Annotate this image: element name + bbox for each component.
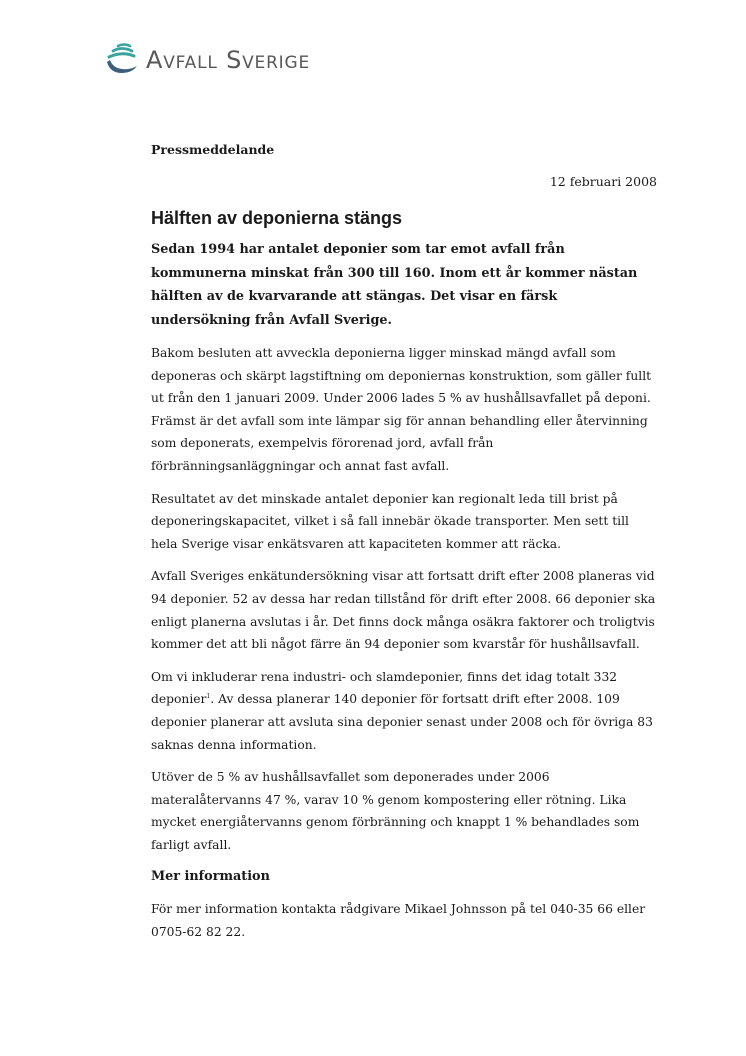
body-paragraph: Utöver de 5 % av hushållsavfallet som deponerades under 2006 materalåtervanns 47 %, varav 10 % genom kompostering eller rötning. Lika mycket energiåtervanns genom förbränning och knappt 1 % behandlades som farligt avfall. — [151, 770, 640, 852]
body-paragraph: Resultatet av det minskade antalet deponier kan regionalt leda till brist på deponeringskapacitet, vilket i så fall innebär ökade transporter. Men sett till hela Sverige visar enkätsvaren att kapaciteten kommer att räcka. — [151, 491, 629, 551]
press-release — [151, 140, 657, 954]
contact-paragraph: För mer information kontakta rådgivare Mikael Johnsson på tel 040-35 66 eller 0705-62 82 22. — [151, 902, 646, 940]
section-heading: Mer information — [151, 869, 270, 885]
lead-paragraph: Sedan 1994 har antalet deponier som tar emot avfall från kommunerna minskat från 300 till 160. Inom ett år kommer nästan hälften av de kvarvarande att stängas. Det visar en färsk undersökning från Avfall Sverige. — [151, 242, 638, 328]
body-text: Om vi inkluderar rena industri- och slamdeponier, finns det idag totalt 332 deponier — [151, 669, 618, 707]
body-text: . Av dessa planerar 140 deponier för fortsatt drift efter 2008. 109 deponier planerar att avsluta sina deponier senast under 2008 och för övriga 83 saknas denna information. — [151, 692, 653, 752]
body-paragraph — [151, 666, 657, 756]
headline: Hälften av deponierna stängs — [151, 208, 403, 228]
document-type-label: Pressmeddelande — [151, 142, 275, 157]
brand-logo — [104, 40, 310, 80]
brand-name: Avfall Sverige — [146, 46, 311, 74]
footnote-marker: 1 — [206, 693, 211, 701]
body-paragraph: Avfall Sveriges enkätundersökning visar att fortsatt drift efter 2008 planeras vid 94 deponier. 52 av dessa har redan tillstånd för drift efter 2008. 66 deponier ska enligt planerna avslutas i år. Det finns dock många osäkra faktorer och troligtvis kommer det att bli något färre än 94 deponier som kvarstår för hushållsavfall. — [151, 569, 656, 652]
waves-icon — [104, 42, 140, 78]
publish-date: 12 februari 2008 — [549, 174, 657, 189]
body-paragraph: Bakom besluten att avveckla deponierna ligger minskad mängd avfall som deponeras och skärpt lagstiftning om deponiernas konstruktion, som gäller fullt ut från den 1 januari 2009. Under 2006 lades 5 % av hushållsavfallet på deponi. Främst är det avfall som inte lämpar sig för annan behandling eller återvinning som deponerats, exempelvis förorenad jord, avfall från förbränningsanläggningar och annat fast avfall. — [151, 346, 652, 473]
